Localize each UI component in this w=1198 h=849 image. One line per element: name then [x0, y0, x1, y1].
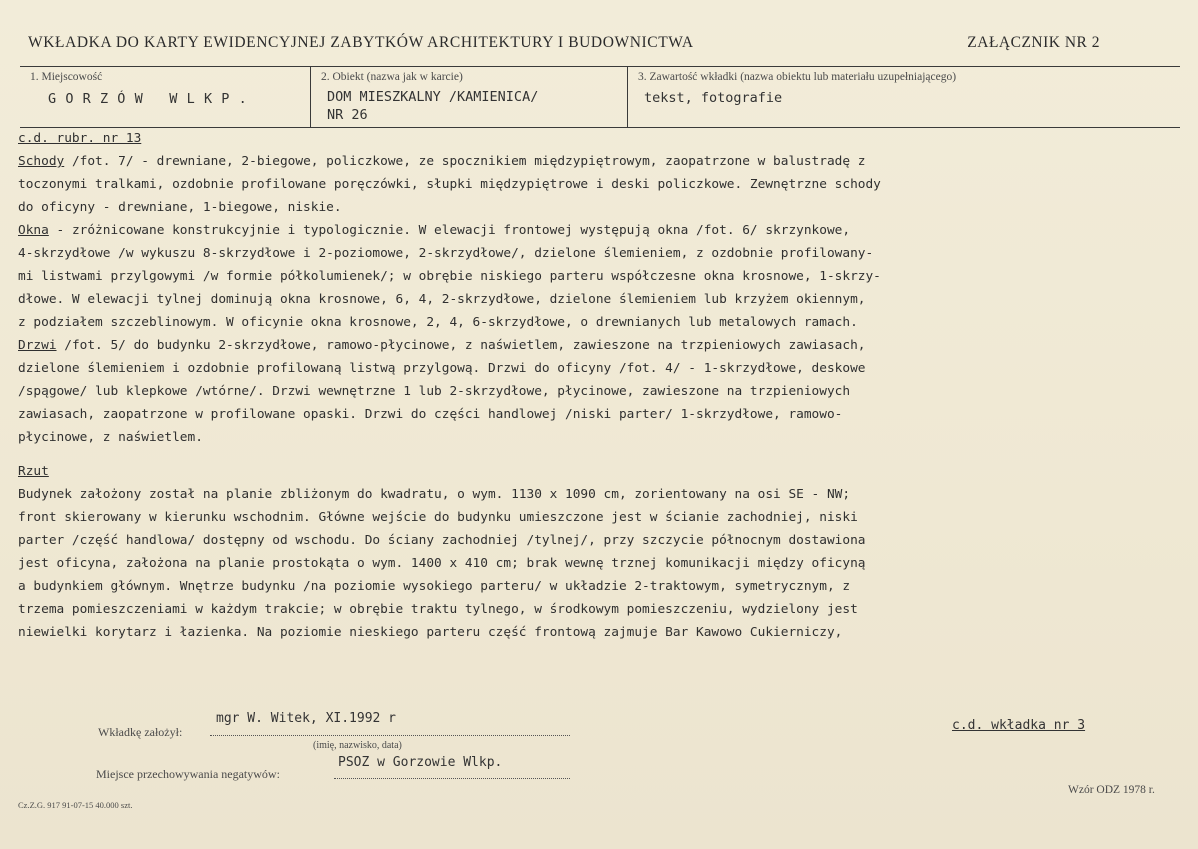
plan-line-3: parter /część handlowa/ dostępny od wschodu. Do ściany zachodniej /tylnej/, przy szczycie północnym dostawiona: [18, 533, 866, 548]
place-value: GORZÓW WLKP.: [48, 91, 256, 107]
windows-line-3: mi listwami przylgowymi /w formie półkolumienek/; w obrębie niskiego parteru współczesne okna krosnowe, 1-skrzy-: [18, 269, 881, 284]
doors-heading: Drzwi: [18, 338, 57, 353]
doors-line-1: [18, 334, 1183, 357]
negatives-location-label: Miejsce przechowywania negatywów:: [96, 767, 280, 781]
plan-line-5: a budynkiem głównym. Wnętrze budynku /na poziomie wysokiego parteru/ w układzie 2-traktowym, symetrycznym, z: [18, 579, 851, 594]
inserted-by-label: Wkładkę założył:: [98, 725, 183, 739]
doors-line-2: dzielone ślemieniem i ozdobnie profilowaną listwą przylgową. Drzwi do oficyny /fot. 4/ - 1-skrzydłowe, deskowe: [18, 361, 866, 376]
print-code: Cz.Z.G. 917 91-07-15 40.000 szt.: [18, 800, 133, 810]
typed-description: [18, 127, 1183, 644]
contents-value: tekst, fotografie: [644, 90, 783, 106]
stairs-heading: Schody: [18, 154, 65, 169]
continued-on-insert: c.d. wkładka nr 3: [952, 718, 1086, 733]
stairs-line-1: [18, 150, 1183, 173]
name-date-caption: (imię, nazwisko, data): [313, 740, 402, 751]
windows-line-2: 4-skrzydłowe /w wykuszu 8-skrzydłowe i 2-poziomowe, 2-skrzydłowe/, dzielone ślemieniem, z ozdobnie profilowany-: [18, 246, 874, 261]
form-title: WKŁADKA DO KARTY EWIDENCYJNEJ ZABYTKÓW ARCHITEKTURY I BUDOWNICTWA: [28, 34, 694, 51]
place-field: [20, 67, 311, 127]
annex-number: ZAŁĄCZNIK NR 2: [967, 34, 1100, 51]
section-spacer: [18, 449, 1183, 460]
doors-line-5: płycinowe, z naświetlem.: [18, 430, 203, 445]
negatives-location-value: PSOZ w Gorzowie Wlkp.: [338, 755, 503, 770]
windows-line-4: dłowe. W elewacji tylnej dominują okna krosnowe, 6, 4, 2-skrzydłowe, dzielone ślemieniem lub krzyżem okiennym,: [18, 292, 866, 307]
negatives-dotted-line: [334, 778, 570, 779]
object-label: 2. Obiekt (nazwa jak w karcie): [321, 71, 463, 83]
stairs-line-3: do oficyny - drewniane, 1-biegowe, niskie.: [18, 200, 342, 215]
windows-line-1: [18, 219, 1183, 242]
form-pattern: Wzór ODZ 1978 r.: [1068, 784, 1155, 796]
windows-text-1: - zróżnicowane konstrukcyjnie i typologicznie. W elewacji frontowej występują okna /fot. 6/ skrzynkowe,: [48, 223, 851, 238]
inserted-by-dotted-line: [210, 735, 570, 736]
doors-line-3: /spągowe/ lub klepkowe /wtórne/. Drzwi wewnętrzne 1 lub 2-skrzydłowe, płycinowe, zawieszone na trzpieniowych: [18, 384, 851, 399]
stairs-line-2: toczonymi tralkami, ozdobnie profilowane poręczówki, słupki międzypiętrowe i deski policzkowe. Zewnętrzne schody: [18, 177, 881, 192]
doors-line-4: zawiasach, zaopatrzone w profilowane opaski. Drzwi do części handlowej /niski parter/ 1-skrzydłowe, ramowo-: [18, 407, 843, 422]
continuation-note: c.d. rubr. nr 13: [18, 131, 142, 146]
plan-line-6: trzema pomieszczeniami w każdym trakcie; w obrębie traktu tylnego, w środkowym pomieszczeniu, wydzielony jest: [18, 602, 858, 617]
stairs-text-1: /fot. 7/ - drewniane, 2-biegowe, policzkowe, ze spocznikiem międzypiętrowym, zaopatrzone w balustradę z: [64, 154, 866, 169]
plan-line-2: front skierowany w kierunku wschodnim. Główne wejście do budynku umieszczone jest w ścianie zachodniej, niski: [18, 510, 858, 525]
plan-line-1: Budynek założony został na planie zbliżonym do kwadratu, o wym. 1130 x 1090 cm, zorientowany na osi SE - NW;: [18, 487, 851, 502]
header-fields-grid: [20, 66, 1180, 128]
plan-line-7: niewielki korytarz i łazienka. Na poziomie nieskiego parteru część frontową zajmuje Bar Kawowo Cukierniczy,: [18, 625, 843, 640]
contents-field: [628, 67, 1180, 127]
object-value: DOM MIESZKALNY /KAMIENICA/ NR 26: [327, 89, 539, 123]
windows-line-5: z podziałem szczeblinowym. W oficynie okna krosnowe, 2, 4, 6-skrzydłowe, o drewnianych lub metalowych ramach.: [18, 315, 858, 330]
plan-heading: Rzut: [18, 464, 49, 479]
inserted-by-value: mgr W. Witek, XI.1992 r: [216, 711, 397, 726]
doors-text-1: /fot. 5/ do budynku 2-skrzydłowe, ramowo-płycinowe, z naświetlem, zawieszone na trzpieniowych zawiasach,: [56, 338, 866, 353]
plan-line-4: jest oficyna, założona na planie prostokąta o wym. 1400 x 410 cm; brak wewnę trznej komunikacji między oficyną: [18, 556, 866, 571]
object-field: [311, 67, 628, 127]
windows-heading: Okna: [18, 223, 49, 238]
place-label: 1. Miejscowość: [30, 71, 103, 83]
contents-label: 3. Zawartość wkładki (nazwa obiektu lub materiału uzupełniającego): [638, 71, 957, 83]
